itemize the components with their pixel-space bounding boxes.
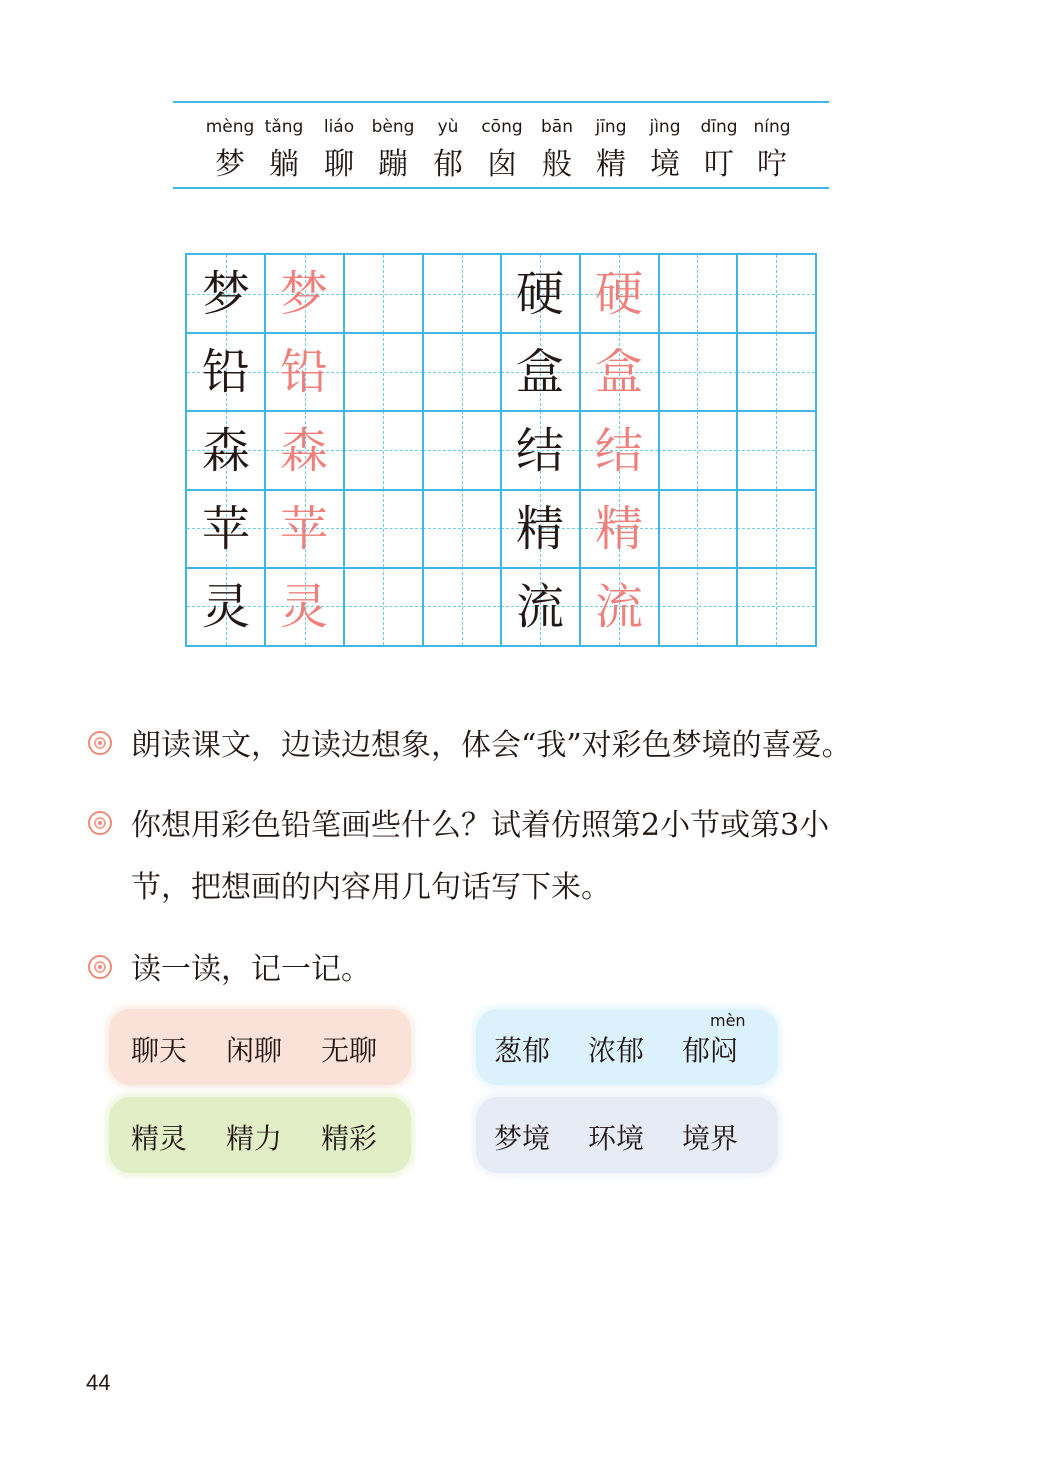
grid-cell xyxy=(737,411,816,489)
task-2-text-line1: 你想用彩色铅笔画些什么？试着仿照第2小节或第3小 xyxy=(131,808,830,843)
grid-cell xyxy=(344,411,423,489)
vocab-hanzi: 蹦 xyxy=(378,147,408,182)
grid-cell xyxy=(658,489,737,567)
word: 葱郁 xyxy=(494,1034,551,1067)
word-box-blue xyxy=(476,1009,778,1085)
grid-cell xyxy=(423,411,502,489)
vocab-hanzi: 般 xyxy=(542,147,572,182)
vocab-hanzi: 叮 xyxy=(704,147,734,182)
grid-char-trace: 精 xyxy=(594,501,643,557)
grid-char-model: 铅 xyxy=(201,344,250,400)
word: 环境 xyxy=(588,1122,645,1155)
grid-char-model: 硬 xyxy=(515,266,564,322)
grid-cell xyxy=(658,333,737,411)
grid-char-trace: 硬 xyxy=(594,266,643,322)
grid-char-trace: 森 xyxy=(279,423,328,479)
vocabulary-strip xyxy=(173,101,829,189)
word: 精彩 xyxy=(321,1122,378,1155)
vocab-pinyin: níng xyxy=(753,117,791,137)
word: 无聊 xyxy=(321,1034,378,1067)
task-1-text: 朗读课文，边读边想象，体会“我”对彩色梦境的喜爱。 xyxy=(131,728,852,763)
grid-cell xyxy=(658,411,737,489)
grid-char-trace: 流 xyxy=(594,579,643,635)
grid-char-trace: 灵 xyxy=(279,579,328,635)
word: 郁闷 xyxy=(682,1034,739,1067)
grid-char-model: 盒 xyxy=(515,344,564,400)
grid-cell xyxy=(344,567,423,645)
word: 境界 xyxy=(682,1122,739,1155)
grid-char-trace: 盒 xyxy=(594,344,643,400)
vocab-pinyin: yù xyxy=(437,117,459,137)
grid-cell xyxy=(737,255,816,333)
vocab-pinyin: bèng xyxy=(371,117,415,137)
writing-grid xyxy=(185,253,817,647)
grid-char-trace: 苹 xyxy=(279,501,328,557)
grid-char-trace: 结 xyxy=(594,423,643,479)
task-bullet-icon xyxy=(88,811,112,835)
word: 梦境 xyxy=(494,1122,551,1155)
grid-char-model: 梦 xyxy=(201,266,250,322)
task-bullet-icon xyxy=(88,731,112,755)
grid-char-model: 结 xyxy=(515,423,564,479)
word-box-green xyxy=(109,1097,411,1173)
grid-cell xyxy=(737,489,816,567)
word: 浓郁 xyxy=(588,1034,645,1067)
grid-char-trace: 梦 xyxy=(279,266,328,322)
vocab-pinyin: dīng xyxy=(700,117,738,137)
page-number: 44 xyxy=(86,1370,111,1395)
vocab-pinyin: liáo xyxy=(323,117,355,137)
grid-cell xyxy=(737,567,816,645)
grid-cell xyxy=(658,255,737,333)
vocab-hanzi: 囱 xyxy=(487,147,517,182)
grid-cell xyxy=(658,567,737,645)
task-bullet-icon xyxy=(88,955,112,979)
vocab-hanzi: 咛 xyxy=(757,147,787,182)
grid-char-model: 苹 xyxy=(201,501,250,557)
grid-char-model: 精 xyxy=(515,501,564,557)
vocab-pinyin: jìng xyxy=(649,117,681,137)
vocab-pinyin: bān xyxy=(541,117,573,137)
grid-char-model: 流 xyxy=(515,579,564,635)
task-2-text-line2: 节，把想画的内容用几句话写下来。 xyxy=(131,870,611,905)
word-box-pink xyxy=(109,1009,411,1085)
word: 闲聊 xyxy=(226,1034,283,1067)
grid-cell xyxy=(737,333,816,411)
grid-cell xyxy=(423,255,502,333)
grid-cell xyxy=(423,489,502,567)
grid-cell xyxy=(344,489,423,567)
vocab-hanzi: 梦 xyxy=(215,147,245,182)
vocab-hanzi: 郁 xyxy=(433,147,463,182)
grid-cell xyxy=(344,255,423,333)
word: 精力 xyxy=(226,1122,283,1155)
grid-char-model: 灵 xyxy=(201,579,250,635)
word: 聊天 xyxy=(131,1034,188,1067)
word-box-lavender xyxy=(476,1097,778,1173)
vocab-pinyin: tǎng xyxy=(264,117,304,137)
grid-cell xyxy=(344,333,423,411)
vocab-hanzi: 躺 xyxy=(269,147,299,182)
vocab-pinyin: cōng xyxy=(481,117,523,137)
vocab-hanzi: 精 xyxy=(596,147,626,182)
grid-cell xyxy=(423,567,502,645)
word-pinyin: mèn xyxy=(710,1011,746,1030)
grid-char-model: 森 xyxy=(201,423,250,479)
vocab-pinyin: jīng xyxy=(595,117,627,137)
vocab-hanzi: 聊 xyxy=(324,147,354,182)
task-3-text: 读一读，记一记。 xyxy=(131,952,371,987)
word: 精灵 xyxy=(131,1122,188,1155)
grid-char-trace: 铅 xyxy=(279,344,328,400)
vocab-pinyin: mèng xyxy=(205,117,255,137)
grid-cell xyxy=(423,333,502,411)
vocab-hanzi: 境 xyxy=(650,147,680,182)
